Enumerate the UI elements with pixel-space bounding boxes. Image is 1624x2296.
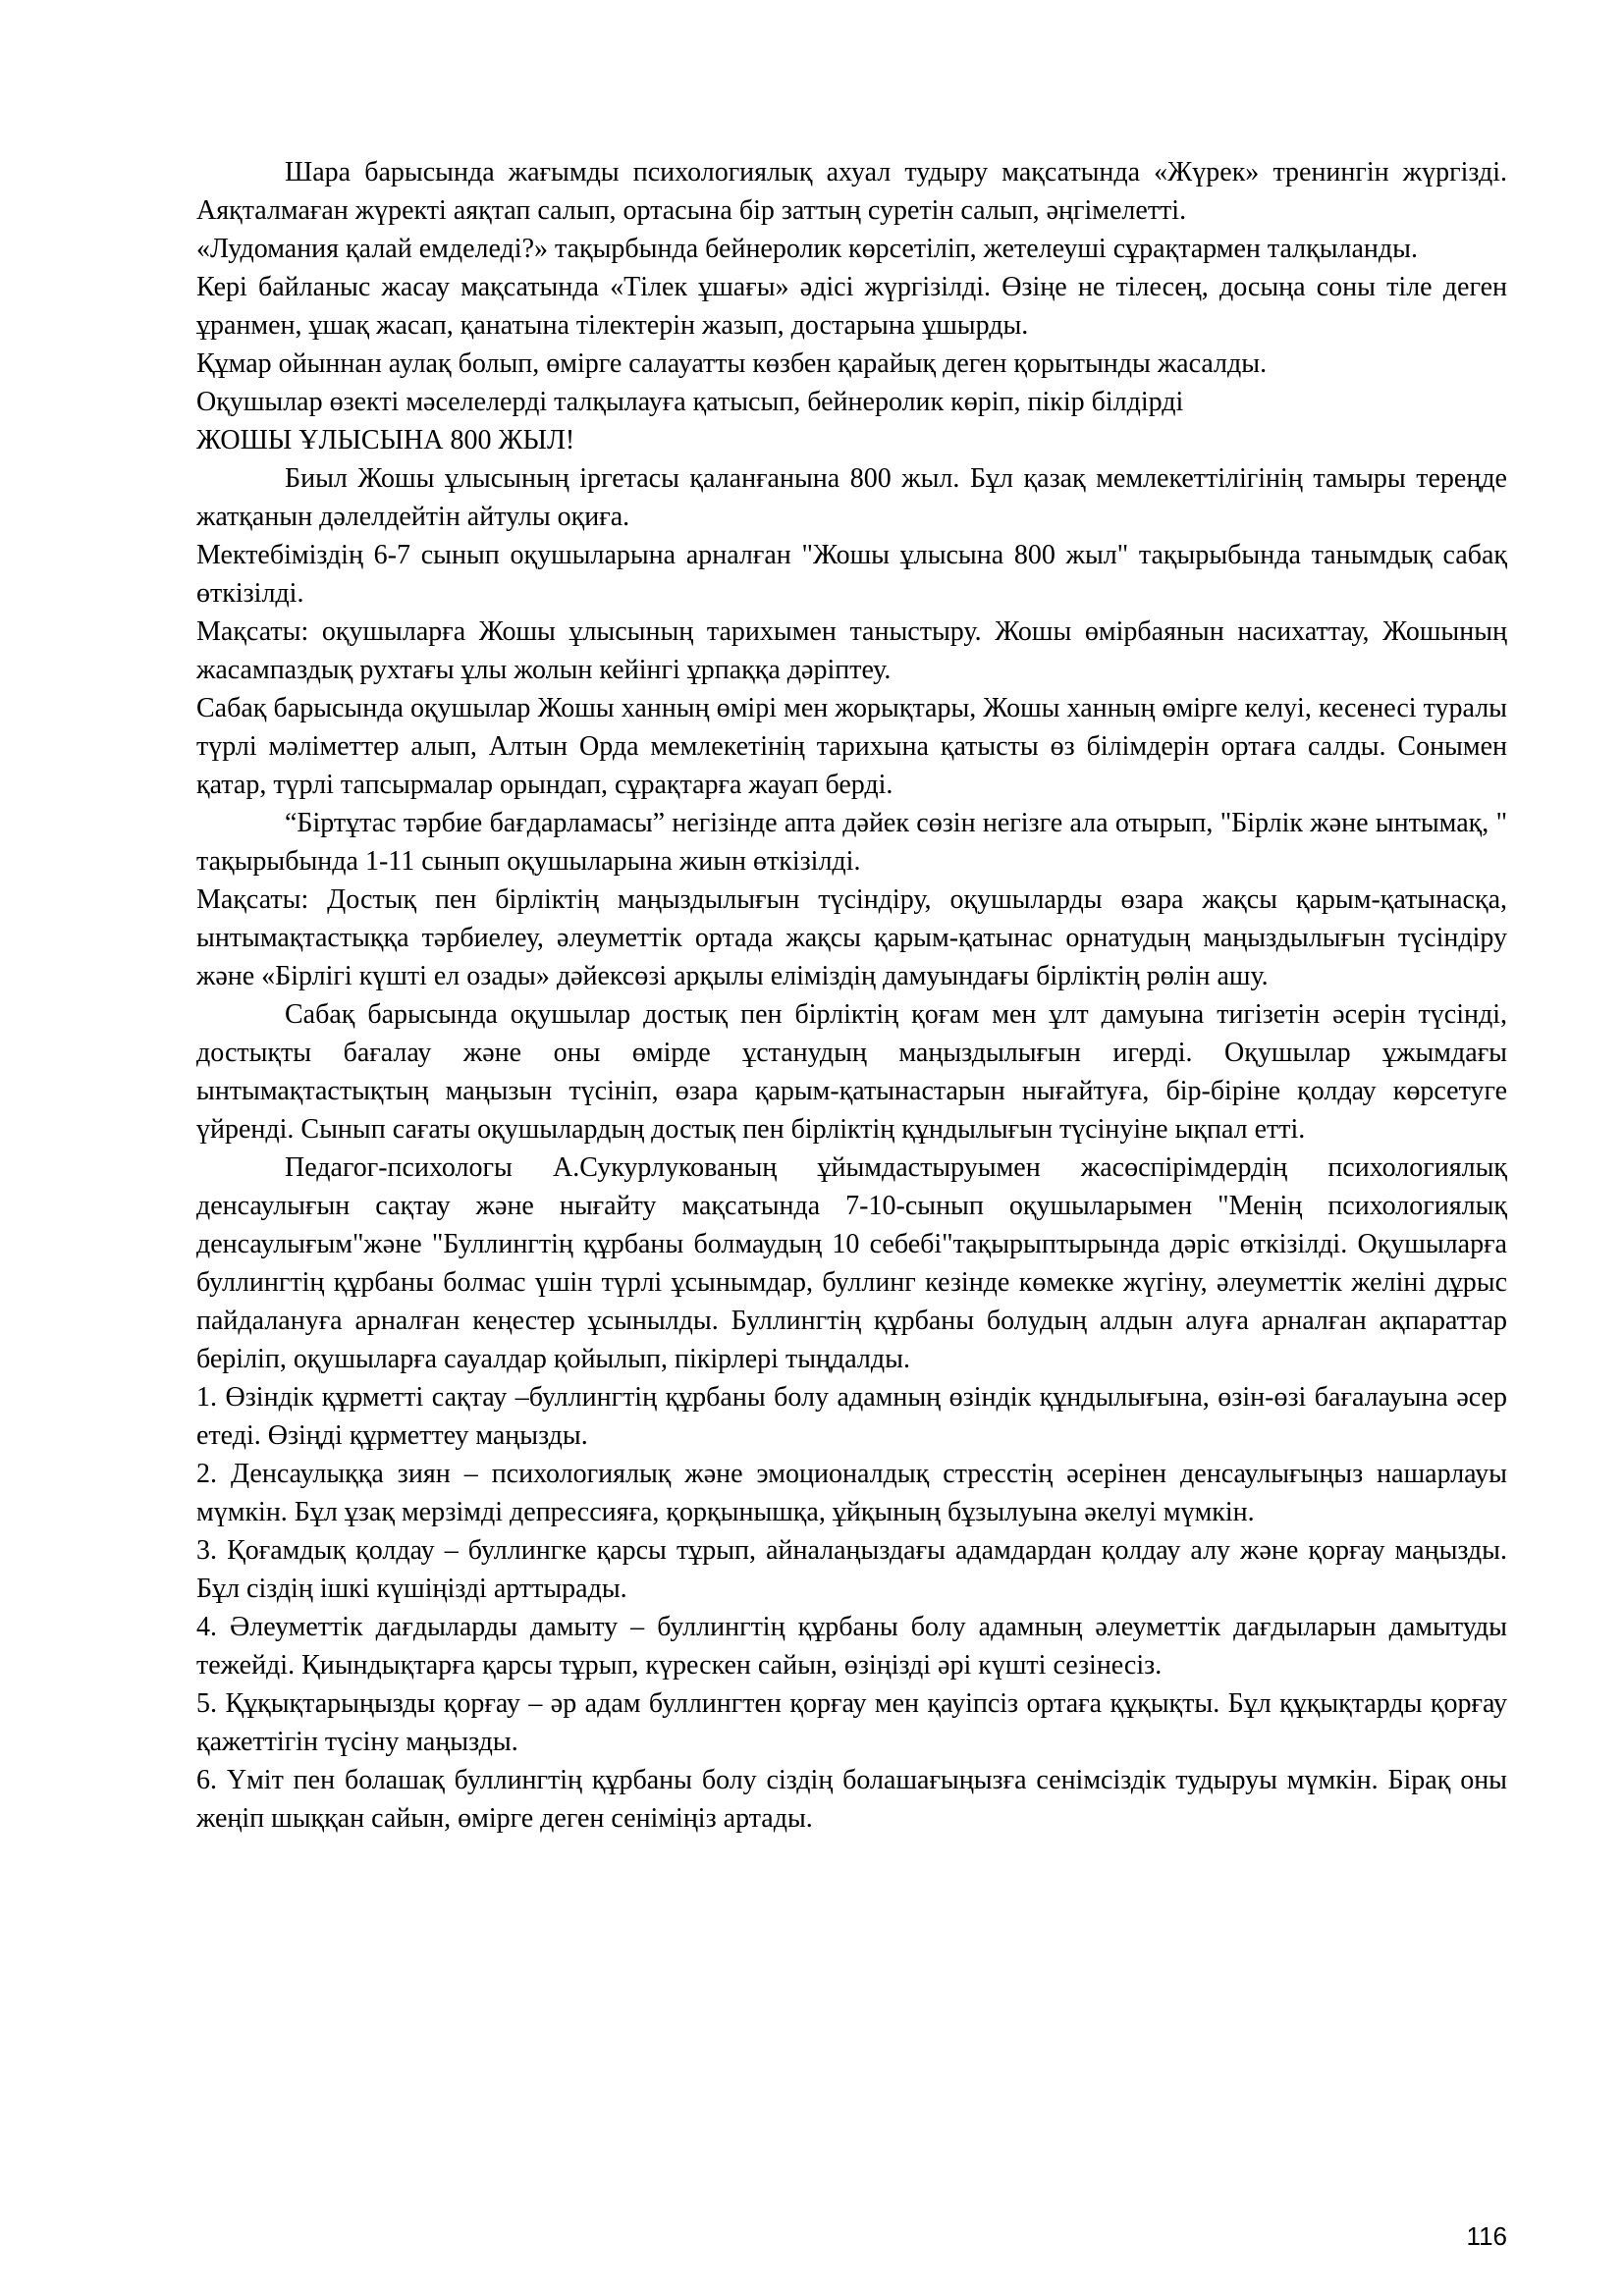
section-heading-zhoshy: ЖОШЫ ҰЛЫСЫНА 800 ЖЫЛ! xyxy=(196,425,575,455)
page-number: 116 xyxy=(1466,2221,1507,2251)
paragraph-zhoshy-intro: Биыл Жошы ұлысының іргетасы қаланғанына 800 жыл. Бұл қазақ мемлекеттілігінің тамыры тереңде жатқанын дәлелдейтін айтулы оқиға. xyxy=(196,463,1507,532)
paragraph-feedback: Кері байланыс жасау мақсатында «Тілек ұшағы» әдісі жүргізілді. Өзіңе не тілесең, досыңа соны тіле деген ұранмен, ұшақ жасап, қанатына тілектерін жазып, достарына ұшырды. xyxy=(196,272,1507,341)
paragraph-unity-lesson: Сабақ барысында оқушылар достық пен бірліктің қоғам мен ұлт дамуына тигізетін әсерін түсінді, достықты бағалау және оны өмірде ұстанудың маңыздылығын игерді. Оқушылар ұжымдағы ынтымақтастықтың маңызын түсініп, өзара қарым-қатынастарын нығайтуға, бір-біріне қолдау көрсетуге үйренді. Сынып сағаты оқушылардың достық пен бірліктің құндылығын түсінуіне ықпал етті. xyxy=(196,999,1507,1145)
list-item-6: 6. Үміт пен болашақ буллингтің құрбаны болу сіздің болашағыңызға сенімсіздік тудыруы мүмкін. Бірақ оны жеңіп шыққан сайын, өмірге деген сеніміңіз артады. xyxy=(196,1765,1507,1834)
paragraph-psychologist-lecture: Педагог-психологы А.Сукурлукованың ұйымдастыруымен жасөспірімдердің психологиялық денсаулығын сақтау және нығайту мақсатында 7-10-сынып оқушыларымен "Менің психологиялық денсаулығым"және "Буллингтің құрбаны болмаудың 10 себебі"тақырыптырында дәріс өткізілді. Оқушыларға буллингтің құрбаны болмас үшін түрлі ұсынымдар, буллинг кезінде көмекке жүгіну, әлеуметтік желіні дұрыс пайдалануға арналған кеңестер ұсынылды. Буллингтің құрбаны болудың алдын алуға арналған ақпараттар беріліп, оқушыларға сауалдар қойылып, пікірлері тыңдалды. xyxy=(196,1152,1507,1374)
list-item-3: 3. Қоғамдық қолдау – буллингке қарсы тұрып, айналаңыздағы адамдардан қолдау алу және қорғау маңызды. Бұл сіздің ішкі күшіңізді арттырады. xyxy=(196,1535,1507,1604)
paragraph-conclusion: Құмар ойыннан аулақ болып, өмірге салауатты көзбен қарайық деген қорытынды жасалды. xyxy=(196,348,1268,379)
document-body xyxy=(196,153,1507,1838)
paragraph-zhoshy-goal: Мақсаты: оқушыларға Жошы ұлысының тарихымен таныстыру. Жошы өмірбаянын насихаттау, Жошының жасампаздық рухтағы ұлы жолын кейінгі ұрпаққа дәріптеу. xyxy=(196,616,1507,685)
list-item-2: 2. Денсаулыққа зиян – психологиялық және эмоционалдық стресстің әсерінен денсаулығыңыз нашарлауы мүмкін. Бұл ұзақ мерзімді депрессияға, қорқынышқа, ұйқының бұзылуына әкелуі мүмкін. xyxy=(196,1459,1507,1527)
list-item-5: 5. Құқықтарыңызды қорғау – әр адам буллингтен қорғау мен қауіпсіз ортаға құқықты. Бұл құқықтарды қорғау қажеттігін түсіну маңызды. xyxy=(196,1688,1507,1757)
paragraph-ludomania: «Лудомания қалай емделеді?» тақырбында бейнеролик көрсетіліп, жетелеуші сұрақтармен талқыланды. xyxy=(196,234,1418,264)
paragraph-unity-goal: Мақсаты: Достық пен бірліктің маңыздылығын түсіндіру, оқушыларды өзара жақсы қарым-қатынасқа, ынтымақтастыққа тәрбиелеу, әлеуметтік ортада жақсы қарым-қатынас орнатудың маңыздылығын түсіндіру және «Бірлігі күшті ел озады» дәйексөзі арқылы еліміздің дамуындағы бірліктің рөлін ашу. xyxy=(196,884,1507,991)
paragraph-zhoshy-lesson: Мектебіміздің 6-7 сынып оқушыларына арналған "Жошы ұлысына 800 жыл" тақырыбында танымдық сабақ өткізілді. xyxy=(196,540,1507,609)
paragraph-zhoshy-lesson-progress: Сабақ барысында оқушылар Жошы ханның өмірі мен жорықтары, Жошы ханның өмірге келуі, кесенесі туралы түрлі мәліметтер алып, Алтын Орда мемлекетінің тарихына қатысты өз білімдерін ортаға салды. Сонымен қатар, түрлі тапсырмалар орындап, сұрақтарға жауап берді. xyxy=(196,693,1507,800)
paragraph-zhurek-training: Шара барысында жағымды психологиялық ахуал тудыру мақсатында «Жүрек» тренингін жүргізді. Аяқталмаған жүректі аяқтап салып, ортасына бір заттың суретін салып, әңгімелетті. xyxy=(196,157,1507,226)
list-item-4: 4. Әлеуметтік дағдыларды дамыту – буллингтің құрбаны болу адамның әлеуметтік дағдыларын дамытуды тежейді. Қиындықтарға қарсы тұрып, күрескен сайын, өзіңізді әрі күшті сезінесіз. xyxy=(196,1612,1507,1681)
paragraph-unity-program: “Біртұтас тәрбие бағдарламасы” негізінде апта дәйек сөзін негізге ала отырып, "Бірлік және ынтымақ, " тақырыбында 1-11 сынып оқушыларына жиын өткізілді. xyxy=(196,808,1507,877)
list-item-1: 1. Өзіндік құрметті сақтау –буллингтің құрбаны болу адамның өзіндік құндылығына, өзін-өзі бағалауына әсер етеді. Өзіңді құрметтеу маңызды. xyxy=(196,1382,1507,1451)
paragraph-students-discussion: Оқушылар өзекті мәселелерді талқылауға қатысып, бейнеролик көріп, пікір білдірді xyxy=(196,387,1184,417)
